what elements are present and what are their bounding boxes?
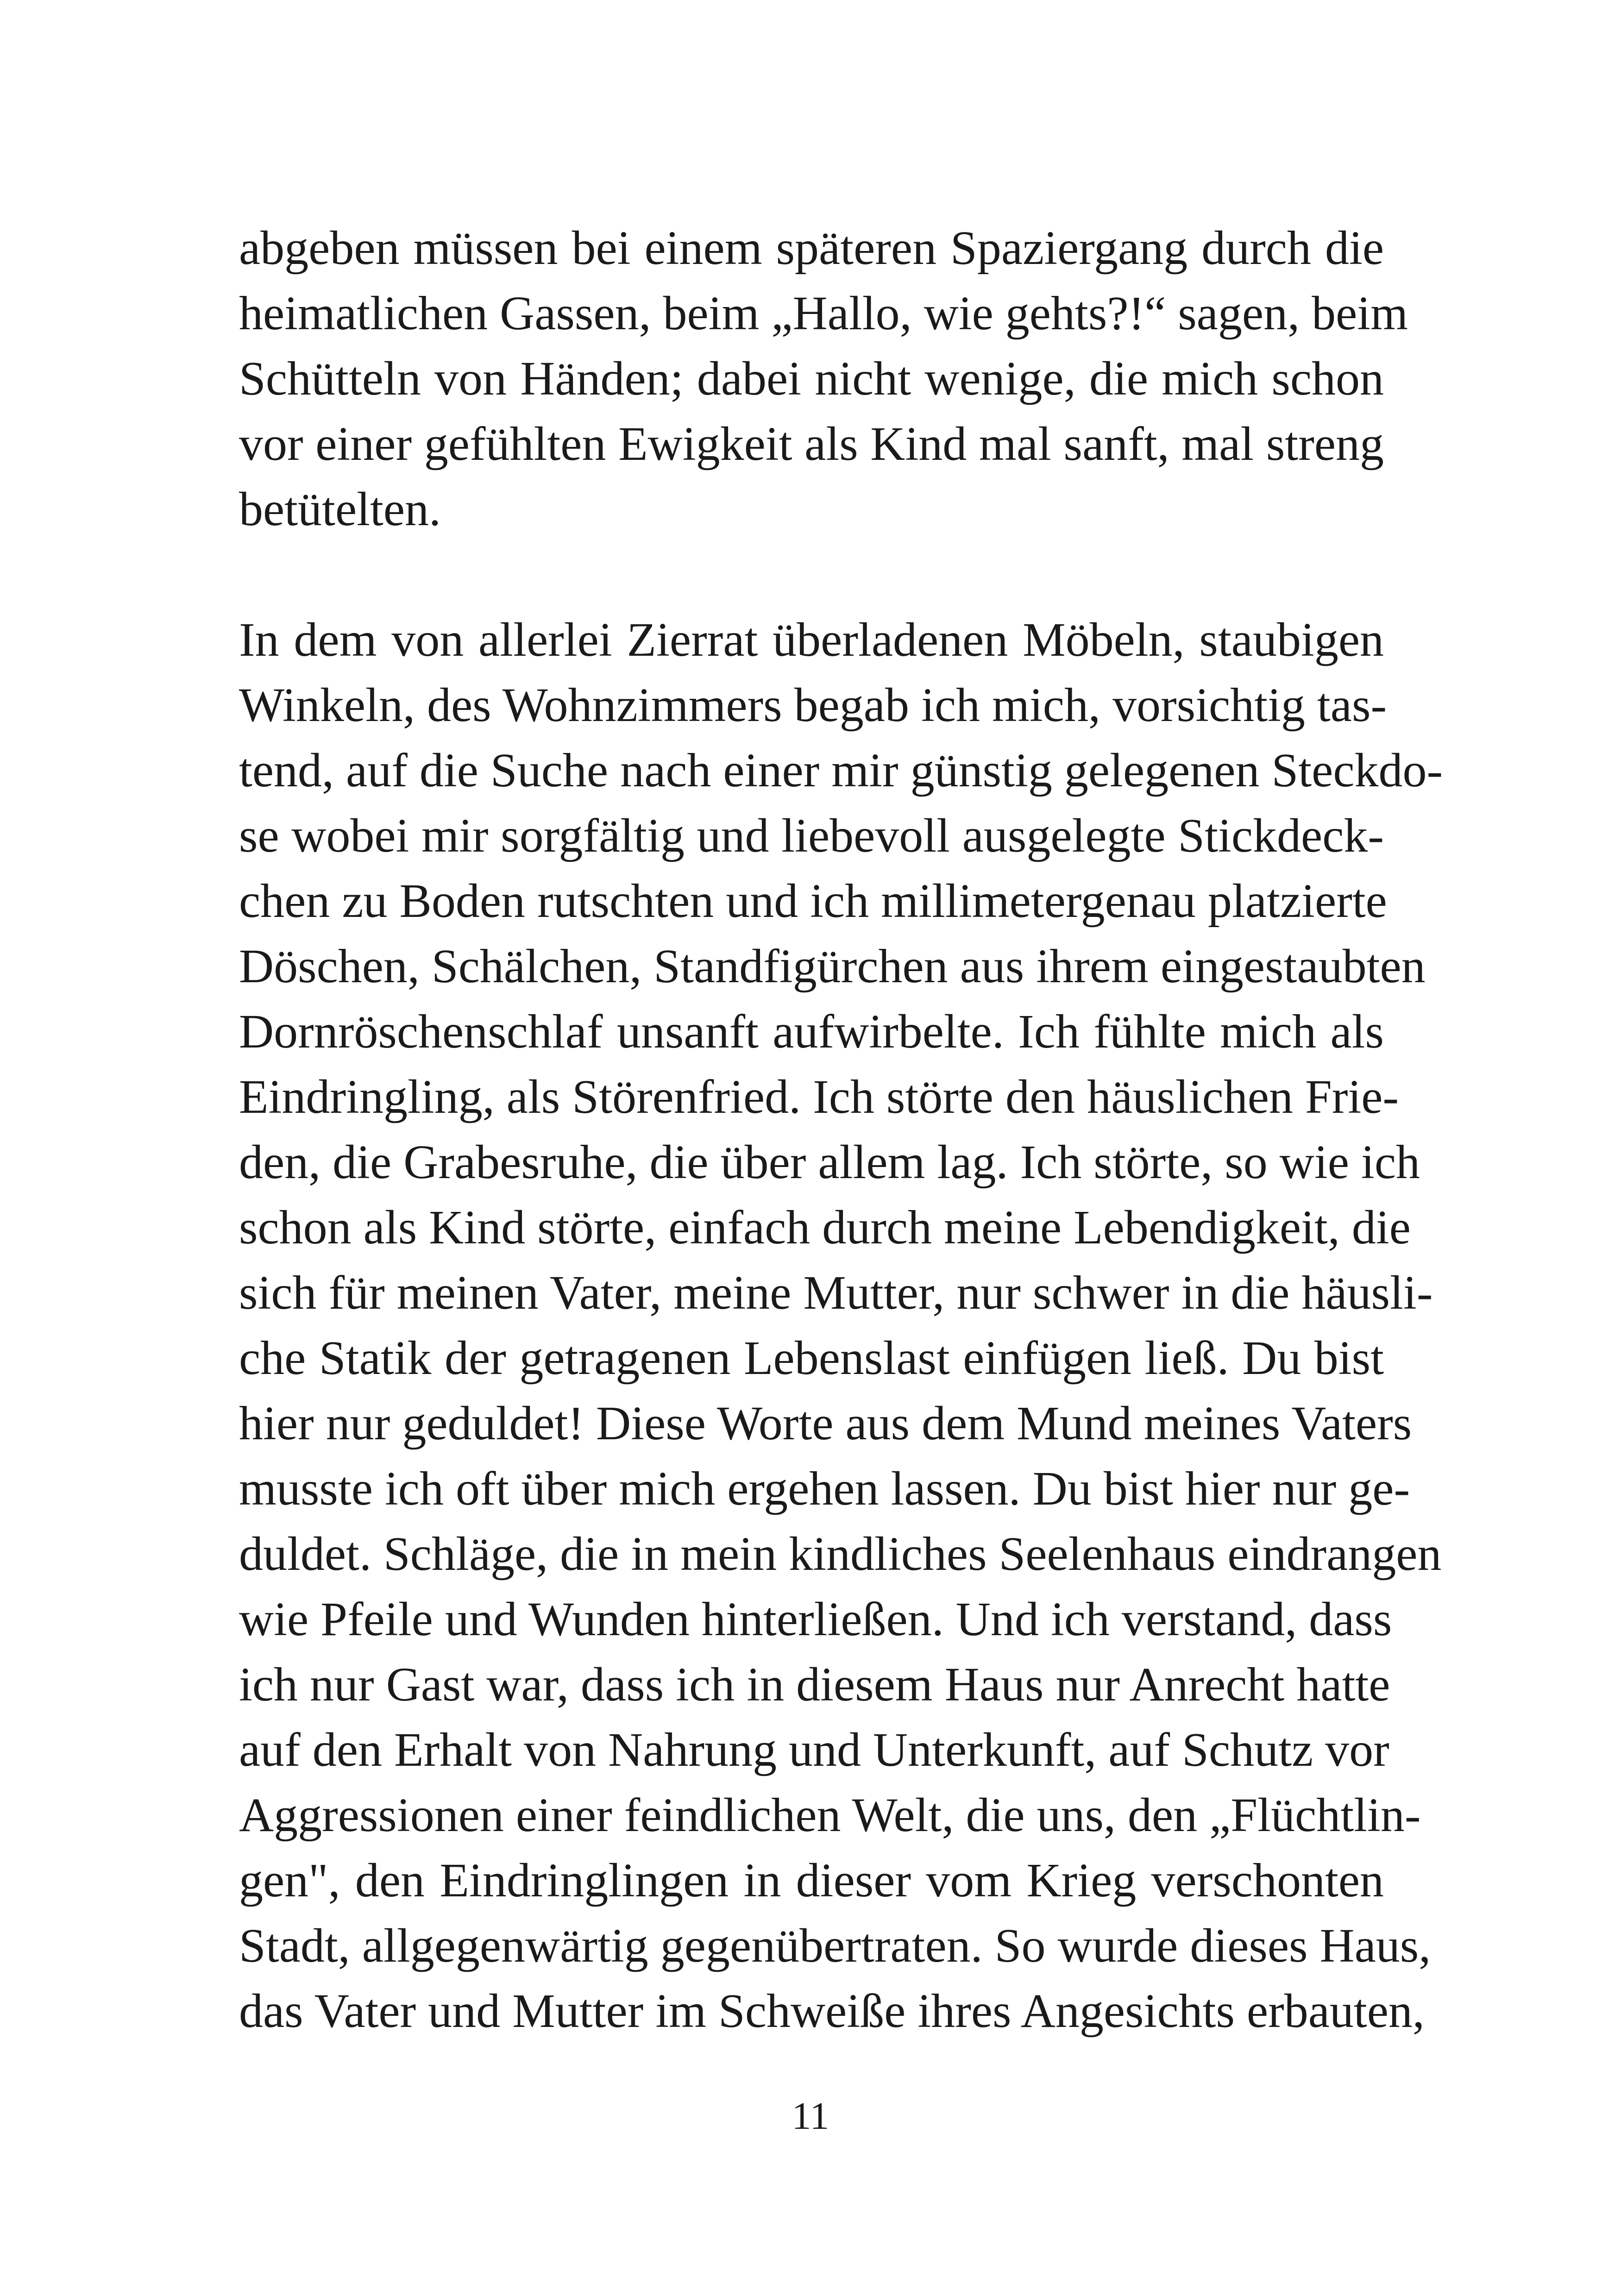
text-line: heimatlichen Gassen, beim „Hallo, wie gehts?!“ sagen, beim <box>239 287 1408 340</box>
text-line: betütelten. <box>239 483 441 536</box>
text-line: auf den Erhalt von Nahrung und Unterkunft, auf Schutz vor <box>239 1723 1389 1776</box>
text-line: sich für meinen Vater, meine Mutter, nur schwer in die häusli- <box>239 1266 1433 1319</box>
paragraph-2 <box>239 607 1443 2044</box>
text-line: Stadt, allgegenwärtig gegenübertraten. So wurde dieses Haus, <box>239 1919 1431 1972</box>
page-number: 11 <box>792 2095 829 2138</box>
text-line: Döschen, Schälchen, Standfigürchen aus ihrem eingestaubten <box>239 940 1426 993</box>
paragraph-gap <box>239 542 1384 607</box>
text-line: schon als Kind störte, einfach durch meine Lebendigkeit, die <box>239 1201 1411 1254</box>
text-line: gen", den Eindringlingen in dieser vom Krieg verschonten <box>239 1854 1384 1907</box>
text-line: che Statik der getragenen Lebenslast einfügen ließ. Du bist <box>239 1331 1384 1385</box>
text-line: Winkeln, des Wohnzimmers begab ich mich, vorsichtig tas- <box>239 678 1387 732</box>
paragraph-1 <box>239 215 1408 542</box>
body-text <box>239 215 1443 2044</box>
text-line: duldet. Schläge, die in mein kindliches Seelenhaus eindrangen <box>239 1527 1442 1581</box>
text-line: hier nur geduldet! Diese Worte aus dem Mund meines Vaters <box>239 1397 1412 1450</box>
text-line: Eindringling, als Störenfried. Ich störte den häuslichen Frie- <box>239 1070 1399 1123</box>
text-line: Dornröschenschlaf unsanft aufwirbelte. Ich fühlte mich als <box>239 1005 1384 1058</box>
text-line: musste ich oft über mich ergehen lassen. Du bist hier nur ge- <box>239 1462 1410 1515</box>
text-line: abgeben müssen bei einem späteren Spaziergang durch die <box>239 221 1384 275</box>
text-line: Aggressionen einer feindlichen Welt, die uns, den „Flüchtlin- <box>239 1788 1421 1842</box>
text-line: ich nur Gast war, dass ich in diesem Haus nur Anrecht hatte <box>239 1658 1390 1711</box>
text-line: wie Pfeile und Wunden hinterließen. Und ich verstand, dass <box>239 1593 1392 1646</box>
text-line: vor einer gefühlten Ewigkeit als Kind mal sanft, mal streng <box>239 417 1384 470</box>
text-line: das Vater und Mutter im Schweiße ihres Angesichts erbauten, <box>239 1984 1425 2038</box>
text-line: Schütteln von Händen; dabei nicht wenige, die mich schon <box>239 352 1384 405</box>
text-line: tend, auf die Suche nach einer mir günstig gelegenen Steckdo- <box>239 744 1443 797</box>
text-line: In dem von allerlei Zierrat überladenen Möbeln, staubigen <box>239 613 1384 666</box>
text-line: den, die Grabesruhe, die über allem lag. Ich störte, so wie ich <box>239 1135 1420 1189</box>
text-line: chen zu Boden rutschten und ich millimetergenau platzierte <box>239 874 1387 928</box>
text-line: se wobei mir sorgfältig und liebevoll ausgelegte Stickdeck- <box>239 809 1384 862</box>
